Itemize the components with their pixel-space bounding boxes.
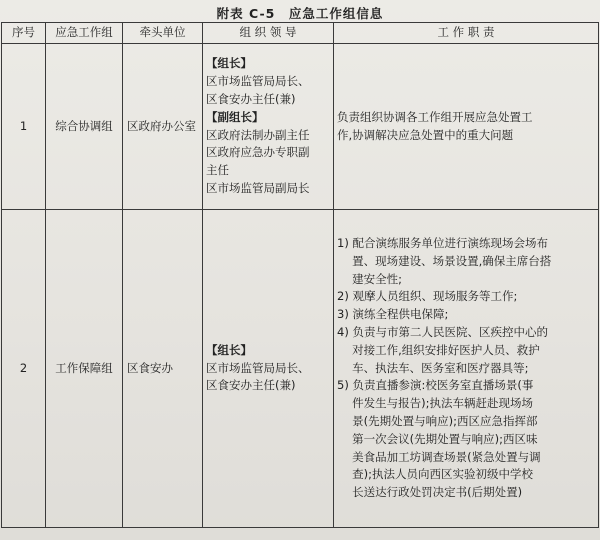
- cell-line: 负责组织协调各工作组开展应急处置工: [337, 109, 533, 124]
- cell-line: 件发生与报告);执法车辆赶赴现场场: [337, 396, 534, 411]
- table-caption: 附表 C-5 应急工作组信息: [216, 6, 384, 21]
- row-group: 工作保障组: [46, 210, 123, 528]
- cell-line: 【副组长】: [206, 109, 264, 124]
- row-leaders: [203, 210, 334, 528]
- duties-list: [337, 109, 595, 145]
- cell-line: 区市场监管局局长、: [206, 360, 310, 375]
- header-row: [2, 23, 599, 44]
- cell-line: 区市场监管局副局长: [206, 180, 310, 195]
- cell-line: 建安全性;: [337, 271, 403, 286]
- cell-line: 区政府应急办专职副: [206, 145, 310, 160]
- row-seq: 2: [2, 210, 46, 528]
- cell-line: 置、现场建设、场景设置,确保主席台搭: [337, 253, 552, 268]
- cell-line: 区食安办主任(兼): [206, 91, 296, 106]
- table-row: [2, 44, 599, 210]
- cell-line: 车、执法车、医务室和医疗器具等;: [337, 360, 529, 375]
- row-lead-unit: 区食安办: [123, 210, 203, 528]
- cell-line: 第一次会议(先期处置与响应);西区味: [337, 431, 538, 446]
- emergency-group-table: [1, 22, 599, 528]
- header-lead-unit: 牵头单位: [123, 23, 203, 44]
- duties-list: [337, 235, 595, 502]
- cell-line: 1) 配合演练服务单位进行演练现场会场布: [337, 235, 548, 250]
- row-leaders: [203, 44, 334, 210]
- table-row: [2, 210, 599, 528]
- header-seq: 序号: [2, 23, 46, 44]
- cell-line: 查);执法人员向西区实验初级中学校: [337, 467, 534, 482]
- cell-line: 长送达行政处罚决定书(后期处置): [337, 485, 523, 500]
- cell-line: 4) 负责与市第二人民医院、区疾控中心的: [337, 324, 548, 339]
- cell-line: 主任: [206, 163, 229, 178]
- cell-line: 区食安办主任(兼): [206, 378, 296, 393]
- cell-line: 区市场监管局局长、: [206, 74, 310, 89]
- row-duties: [334, 210, 599, 528]
- cell-line: 【组长】: [206, 342, 252, 357]
- cell-line: 3) 演练全程供电保障;: [337, 307, 449, 322]
- leaders-list: [206, 342, 330, 395]
- cell-line: 2) 观摩人员组织、现场服务等工作;: [337, 289, 518, 304]
- cell-line: 美食品加工坊调查场景(紧急处置与调: [337, 449, 541, 464]
- cell-line: 区政府法制办副主任: [206, 127, 310, 142]
- row-seq: 1: [2, 44, 46, 210]
- leaders-list: [206, 55, 330, 198]
- cell-line: 作,协调解决应急处置中的重大问题: [337, 127, 514, 142]
- header-group: 应急工作组: [46, 23, 123, 44]
- row-duties: [334, 44, 599, 210]
- cell-line: 对接工作,组织安排好医护人员、救护: [337, 342, 540, 357]
- cell-line: 【组长】: [206, 56, 252, 71]
- header-leaders: 组 织 领 导: [203, 23, 334, 44]
- cell-line: 5) 负责直播参演:校医务室直播场景(事: [337, 378, 534, 393]
- cell-line: 景(先期处置与响应);西区应急指挥部: [337, 414, 538, 429]
- header-duties: 工 作 职 责: [334, 23, 599, 44]
- row-group: 综合协调组: [46, 44, 123, 210]
- row-lead-unit: 区政府办公室: [123, 44, 203, 210]
